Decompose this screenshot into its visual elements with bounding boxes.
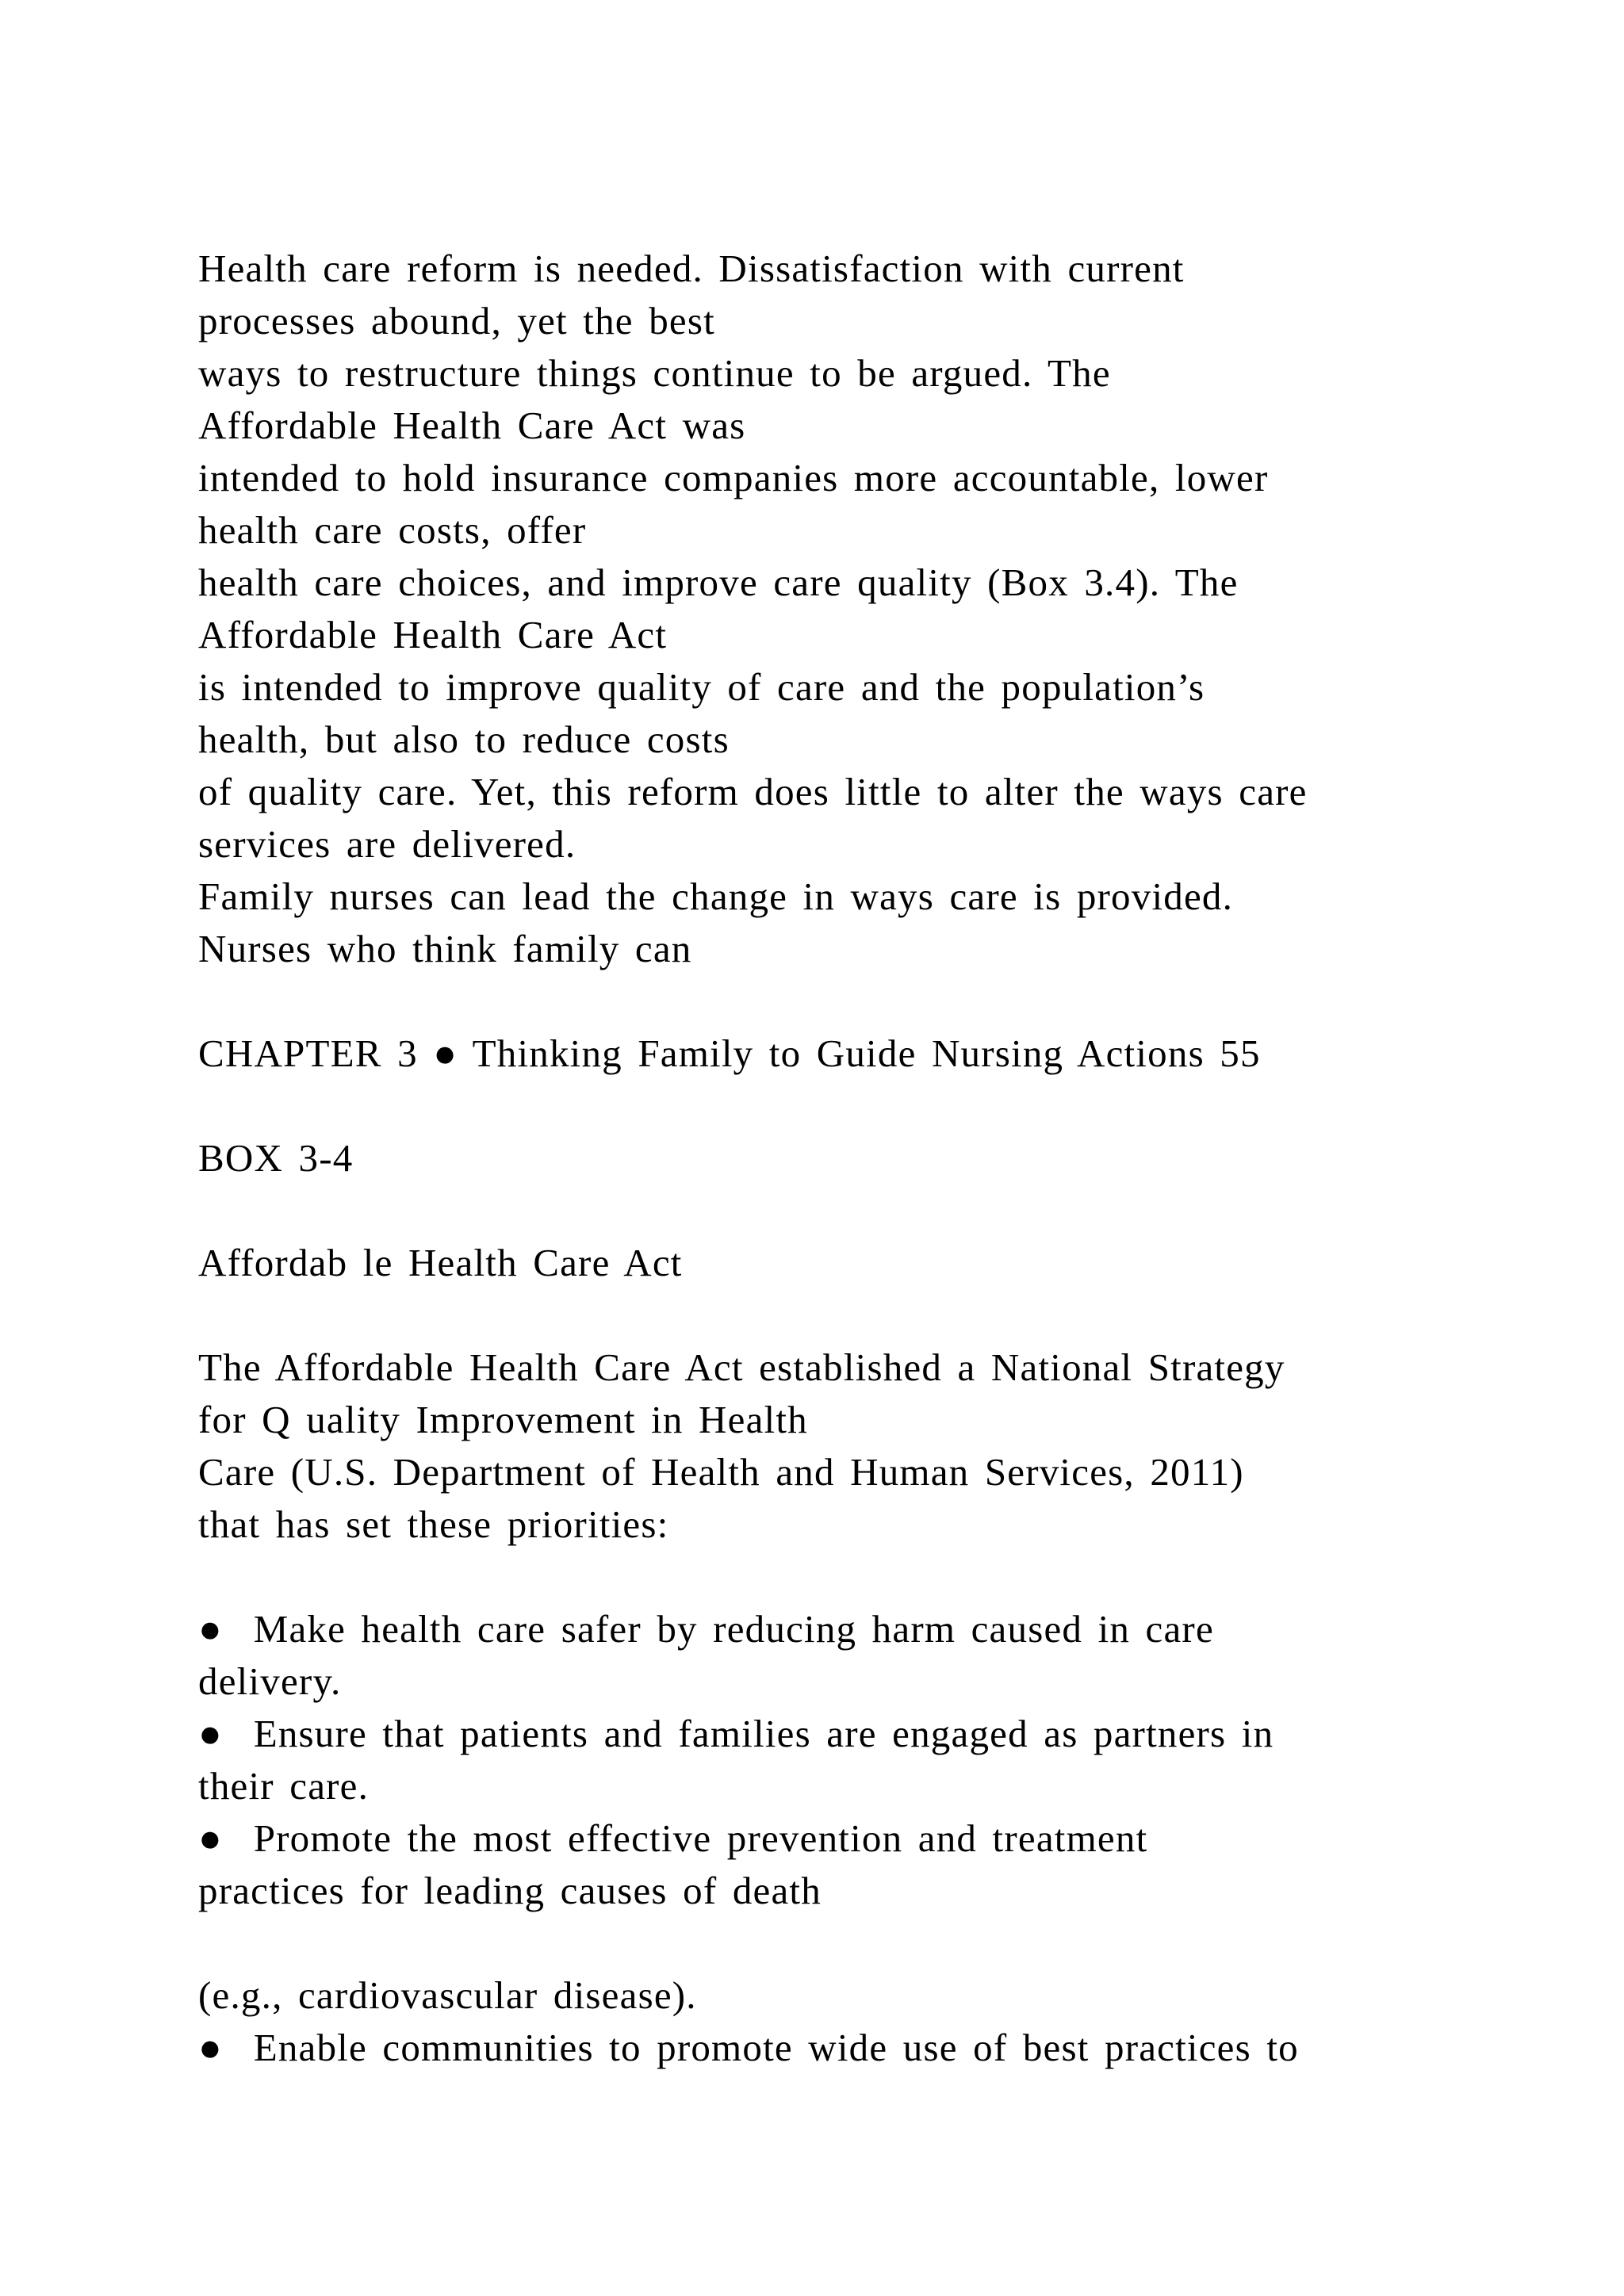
bullet-item: ● Promote the most effective prevention and treatment [198, 1816, 1148, 1860]
blank-line [198, 1184, 1546, 1237]
box-line: Care (U.S. Department of Health and Human Services, 2011) [198, 1450, 1244, 1494]
blank-line [198, 1917, 1546, 1969]
bullet-continuation: (e.g., cardiovascular disease). [198, 1973, 697, 2017]
box-label: BOX 3-4 [198, 1136, 354, 1180]
box-title: Affordab le Health Care Act [198, 1241, 683, 1284]
box-line: The Affordable Health Care Act established a National Strategy [198, 1345, 1285, 1389]
body-line: Health care reform is needed. Dissatisfaction with current [198, 247, 1185, 290]
bullet-item: ● Make health care safer by reducing harm caused in care [198, 1607, 1214, 1651]
box-line: that has set these priorities: [198, 1502, 669, 1546]
bullet-item: ● Enable communities to promote wide use of best practices to [198, 2026, 1299, 2069]
box-line: for Q uality Improvement in Health [198, 1398, 808, 1441]
bullet-continuation: their care. [198, 1764, 370, 1808]
body-line: Affordable Health Care Act was [198, 404, 746, 447]
blank-line [198, 1080, 1546, 1132]
body-line: Affordable Health Care Act [198, 613, 668, 656]
body-line: of quality care. Yet, this reform does little to alter the ways care [198, 770, 1308, 813]
blank-line [198, 1551, 1546, 1603]
blank-line [198, 975, 1546, 1027]
body-line: Family nurses can lead the change in ways care is provided. [198, 874, 1234, 918]
body-line: health care choices, and improve care quality (Box 3.4). The [198, 561, 1239, 604]
body-line: ways to restructure things continue to be argued. The [198, 351, 1111, 395]
bullet-continuation: delivery. [198, 1659, 342, 1703]
bullet-continuation: practices for leading causes of death [198, 1869, 822, 1912]
bullet-item: ● Ensure that patients and families are engaged as partners in [198, 1712, 1274, 1755]
body-line: services are delivered. [198, 822, 576, 866]
body-line: Nurses who think family can [198, 927, 692, 970]
document-body [198, 243, 1546, 2074]
blank-line [198, 1289, 1546, 1341]
body-line: health, but also to reduce costs [198, 718, 730, 761]
body-line: processes abound, yet the best [198, 299, 715, 342]
body-line: is intended to improve quality of care and the population’s [198, 665, 1205, 709]
chapter-header: CHAPTER 3 ● Thinking Family to Guide Nursing Actions 55 [198, 1031, 1261, 1075]
body-line: intended to hold insurance companies more accountable, lower [198, 456, 1269, 499]
body-line: health care costs, offer [198, 508, 587, 552]
